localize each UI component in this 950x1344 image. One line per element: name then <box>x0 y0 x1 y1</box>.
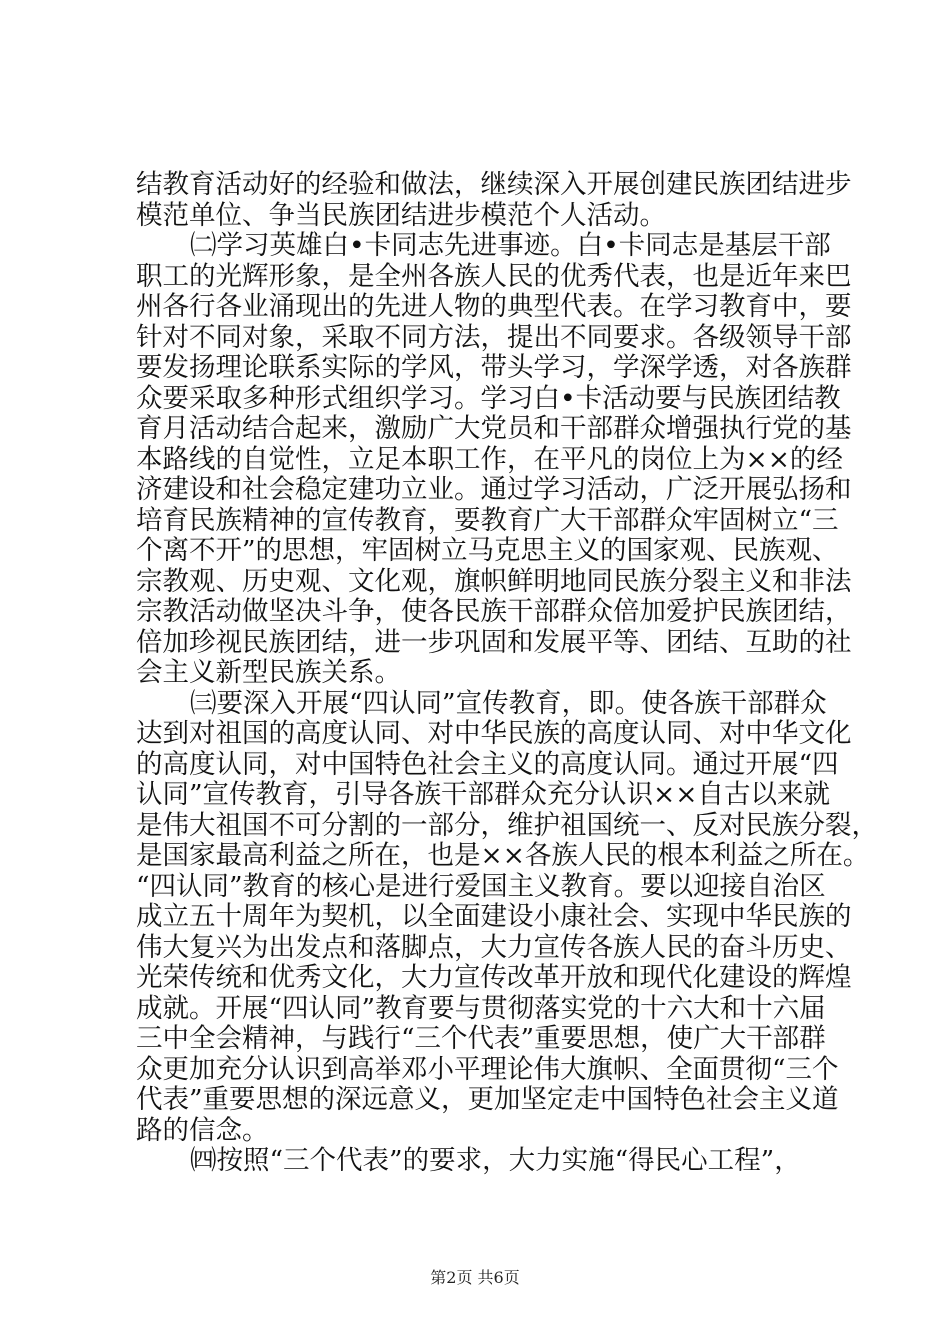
text-line: 针对不同对象，采取不同方法，提出不同要求。各级领导干部 <box>136 321 852 353</box>
text-line: 宗教观、历史观、文化观，旗帜鲜明地同民族分裂主义和非法 <box>136 565 852 597</box>
text-line: 是国家最高利益之所在，也是××各族人民的根本利益之所在。 <box>136 840 870 871</box>
text-line: 州各行各业涌现出的先进人物的典型代表。在学习教育中，要 <box>136 291 852 322</box>
paragraph-start-line: ㈣按照“三个代表”的要求，大力实施“得民心工程”， <box>190 1145 801 1176</box>
text-line: 光荣传统和优秀文化，大力宣传改革开放和现代化建设的辉煌 <box>136 962 852 993</box>
page-footer <box>0 1268 950 1288</box>
page-number: 第2页 共6页 <box>430 1268 520 1287</box>
text-line: 本路线的自觉性，立足本职工作，在平凡的岗位上为××的经 <box>136 443 843 475</box>
text-line: 职工的光辉形象，是全州各族人民的优秀代表，也是近年来巴 <box>136 260 852 292</box>
text-line: 众更加充分认识到高举邓小平理论伟大旗帜、全面贯彻“三个 <box>136 1053 839 1085</box>
text-line: 倍加珍视民族团结，进一步巩固和发展平等、团结、互助的社 <box>136 626 852 658</box>
text-line: 成立五十周年为契机，以全面建设小康社会、实现中华民族的 <box>136 901 852 932</box>
text-line: 育月活动结合起来，激励广大党员和干部群众增强执行党的基 <box>136 413 852 444</box>
text-line: 会主义新型民族关系。 <box>136 657 401 688</box>
text-line: 达到对祖国的高度认同、对中华民族的高度认同、对中华文化 <box>136 718 852 749</box>
text-line: 众要采取多种形式组织学习。学习白•卡活动要与民族团结教 <box>136 382 841 414</box>
text-line: 认同”宣传教育，引导各族干部群众充分认识××自古以来就 <box>136 779 830 810</box>
paragraph-start-line: ㈢要深入开展“四认同”宣传教育，即。使各族干部群众 <box>190 687 827 719</box>
document-body <box>136 169 878 1177</box>
text-line: 培育民族精神的宣传教育，要教育广大干部群众牢固树立“三 <box>136 504 839 536</box>
text-line: “四认同”教育的核心是进行爱国主义教育。要以迎接自治区 <box>136 870 826 902</box>
text-line: 三中全会精神，与践行“三个代表”重要思想，使广大干部群 <box>136 1023 826 1054</box>
paragraph-start-line: ㈡学习英雄白•卡同志先进事迹。白•卡同志是基层干部 <box>190 230 831 261</box>
text-line: 个离不开”的思想，牢固树立马克思主义的国家观、民族观、 <box>136 535 839 566</box>
text-line: 成就。开展“四认同”教育要与贯彻落实党的十六大和十六届 <box>136 992 826 1024</box>
text-line: 宗教活动做坚决斗争，使各民族干部群众倍加爱护民族团结， <box>136 596 852 627</box>
text-line: 的高度认同，对中国特色社会主义的高度认同。通过开展“四 <box>136 748 839 780</box>
text-line: 济建设和社会稳定建功立业。通过学习活动，广泛开展弘扬和 <box>136 474 852 505</box>
text-line: 模范单位、争当民族团结进步模范个人活动。 <box>136 199 666 231</box>
text-line: 是伟大祖国不可分割的一部分，维护祖国统一、反对民族分裂， <box>136 809 878 841</box>
text-line: 路的信念。 <box>136 1114 269 1146</box>
text-line: 结教育活动好的经验和做法，继续深入开展创建民族团结进步 <box>136 169 852 200</box>
text-line: 伟大复兴为出发点和落脚点，大力宣传各族人民的奋斗历史、 <box>136 931 852 963</box>
text-line: 要发扬理论联系实际的学风，带头学习，学深学透，对各族群 <box>136 352 852 383</box>
text-line: 代表”重要思想的深远意义，更加坚定走中国特色社会主义道 <box>136 1084 839 1115</box>
